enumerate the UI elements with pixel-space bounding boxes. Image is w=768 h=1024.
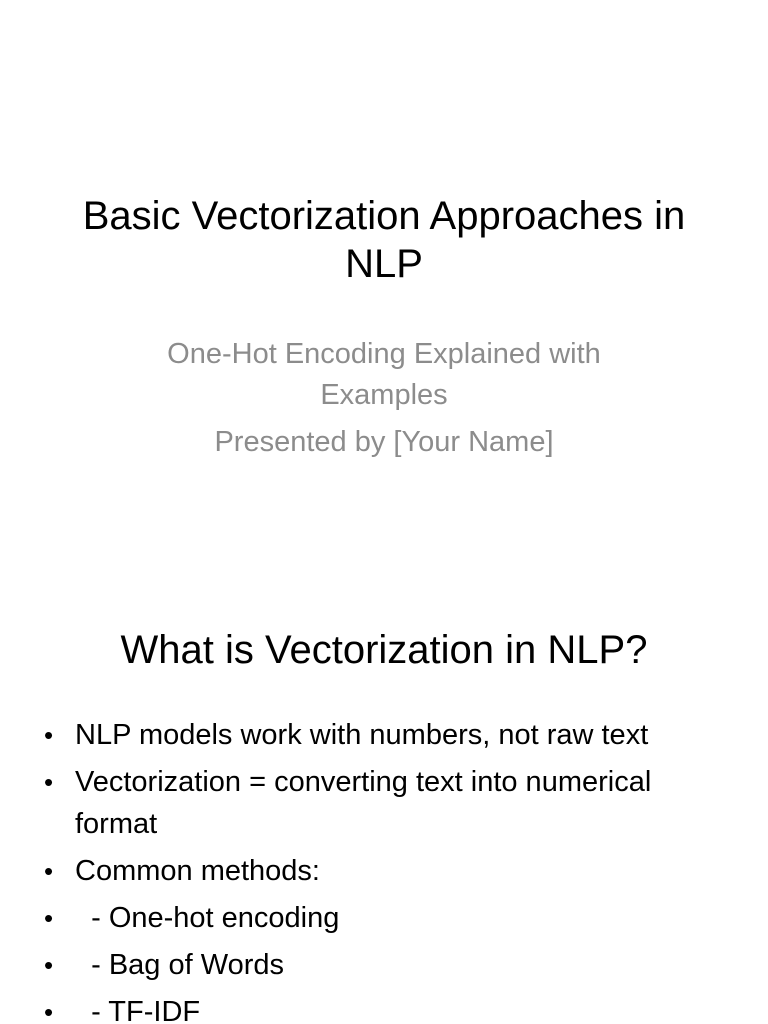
bullet-item <box>44 991 734 1024</box>
bullet-text: - TF-IDF <box>75 996 201 1024</box>
bullet-list <box>44 714 734 1024</box>
bullet-text: Common methods: <box>75 855 320 887</box>
bullet-item <box>44 944 734 986</box>
bullet-marker: • <box>44 903 54 933</box>
bullet-text: Vectorization = converting text into numerical format <box>75 766 652 840</box>
slide-title: What is Vectorization in NLP? <box>120 628 648 672</box>
bullet-marker: • <box>44 950 54 980</box>
presentation-title: Basic Vectorization Approaches in NLP <box>82 194 686 286</box>
bullet-text: NLP models work with numbers, not raw text <box>75 719 649 751</box>
bullet-text: - Bag of Words <box>75 949 284 981</box>
presenter-line: Presented by [Your Name] <box>214 426 554 458</box>
bullet-item <box>44 897 734 939</box>
bullet-marker: • <box>44 767 54 797</box>
bullet-item <box>44 714 734 756</box>
bullet-text: - One-hot encoding <box>75 902 340 934</box>
bullet-item <box>44 850 734 892</box>
bullet-marker: • <box>44 997 54 1024</box>
bullet-marker: • <box>44 856 54 886</box>
subtitle-block <box>100 334 668 463</box>
content-slide <box>0 576 768 1024</box>
subtitle-line: One-Hot Encoding Explained with Examples <box>167 338 601 411</box>
bullet-item <box>44 761 734 845</box>
bullet-marker: • <box>44 720 54 750</box>
